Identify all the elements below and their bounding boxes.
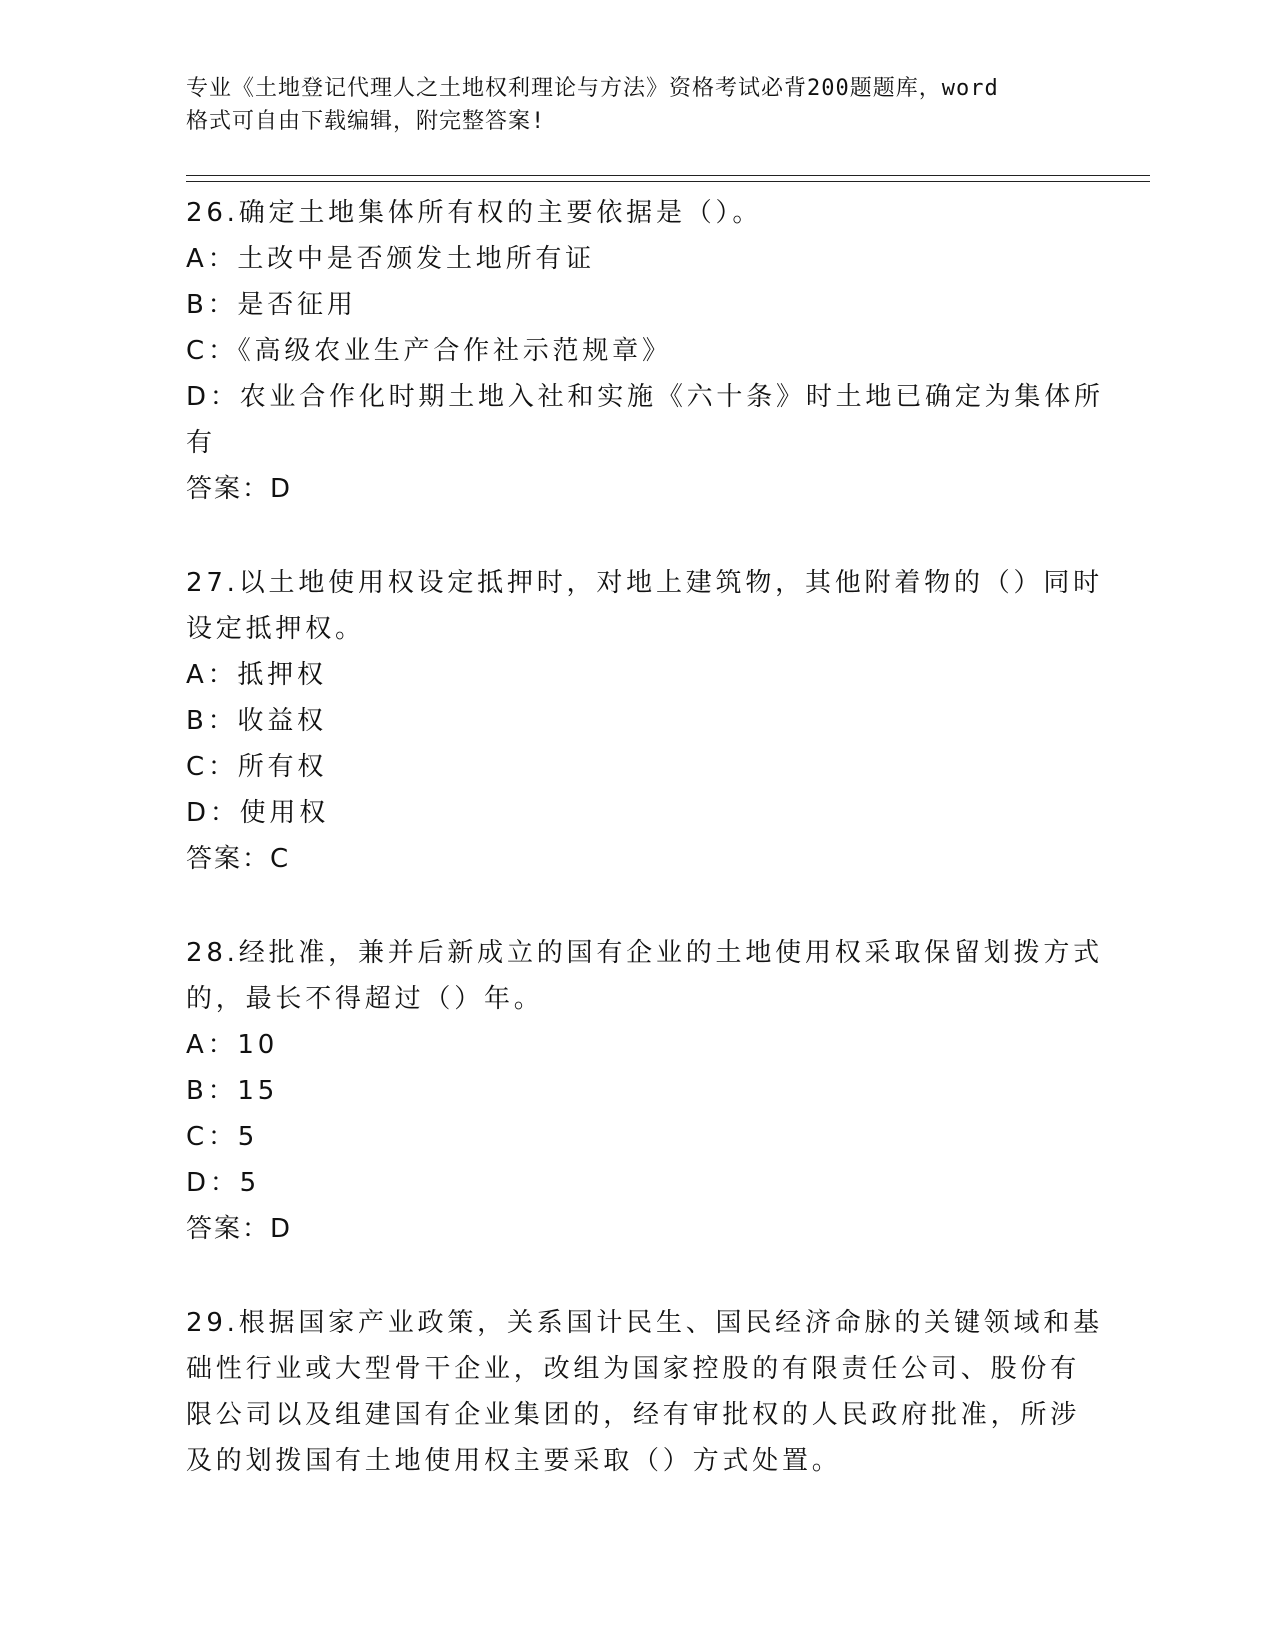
option-d: D：5 [186,1168,260,1198]
header-divider-top [186,175,1150,176]
option-c: C：5 [186,1122,259,1152]
question-stem: 28.经批准，兼并后新成立的国有企业的土地使用权采取保留划拨方式 [186,938,1103,968]
option-a: A：土改中是否颁发土地所有证 [186,244,595,274]
answer-label: 答案：D [186,1214,293,1244]
question-26 [186,190,1104,512]
question-stem-continued: 础性行业或大型骨干企业，改组为国家控股的有限责任公司、股份有 [186,1354,1081,1384]
option-a: A：10 [186,1030,279,1060]
option-c: C：《高级农业生产合作社示范规章》 [186,336,672,366]
answer-label: 答案：C [186,844,291,874]
header-title-line-1: 专业《土地登记代理人之土地权利理论与方法》资格考试必背200题题库，word [186,76,999,101]
question-28 [186,930,1103,1252]
question-27 [186,560,1103,882]
option-d: D：农业合作化时期土地入社和实施《六十条》时土地已确定为集体所 [186,382,1104,412]
question-stem-continued: 及的划拨国有土地使用权主要采取（）方式处置。 [186,1446,842,1476]
header-title-line-2: 格式可自由下载编辑，附完整答案! [186,109,546,134]
option-b: B：收益权 [186,706,327,736]
question-29 [186,1300,1103,1484]
option-b: B：15 [186,1076,279,1106]
option-d-continued: 有 [186,428,216,458]
question-stem: 27.以土地使用权设定抵押时，对地上建筑物，其他附着物的（）同时 [186,568,1103,598]
question-stem-continued: 限公司以及组建国有企业集团的，经有审批权的人民政府批准，所涉 [186,1400,1081,1430]
option-b: B：是否征用 [186,290,357,320]
option-d: D：使用权 [186,798,330,828]
option-a: A：抵押权 [186,660,327,690]
document-header [186,72,1066,138]
header-divider-bottom [186,181,1150,182]
question-stem: 26.确定土地集体所有权的主要依据是（）。 [186,198,763,228]
option-c: C：所有权 [186,752,328,782]
question-stem: 29.根据国家产业政策，关系国计民生、国民经济命脉的关键领域和基 [186,1308,1103,1338]
question-list [186,190,1104,1532]
question-stem-continued: 设定抵押权。 [186,614,365,644]
question-stem-continued: 的，最长不得超过（）年。 [186,984,544,1014]
answer-label: 答案：D [186,474,293,504]
